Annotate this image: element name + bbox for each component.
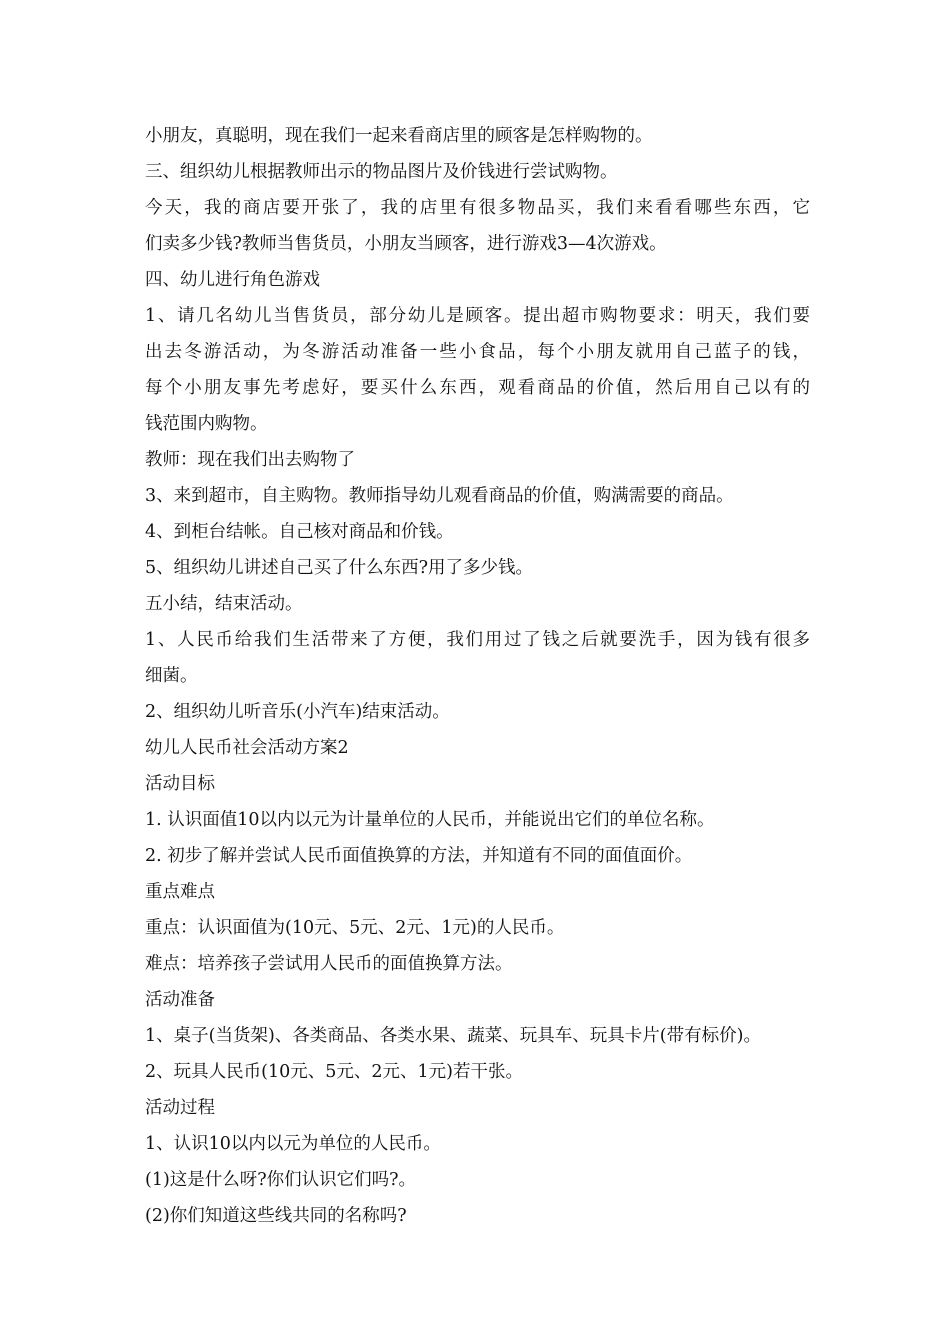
paragraph-line: 1. 认识面值10以内以元为计量单位的人民币，并能说出它们的单位名称。 bbox=[145, 810, 715, 830]
document-title: 幼儿人民币社会活动方案2 bbox=[145, 738, 349, 758]
paragraph-line: 三、组织幼儿根据教师出示的物品图片及价钱进行尝试购物。 bbox=[145, 162, 618, 182]
paragraph-line: 每个小朋友事先考虑好，要买什么东西，观看商品的价值，然后用自己以有的 bbox=[145, 378, 810, 398]
paragraph-line: 出去冬游活动，为冬游活动准备一些小食品，每个小朋友就用自己蓝子的钱， bbox=[145, 342, 810, 362]
paragraph-line: 难点：培养孩子尝试用人民币的面值换算方法。 bbox=[145, 954, 513, 974]
paragraph-line: 今天，我的商店要开张了，我的店里有很多物品买，我们来看看哪些东西，它 bbox=[145, 198, 810, 218]
section-heading: 五小结，结束活动。 bbox=[145, 594, 303, 614]
paragraph-line: 4、到柜台结帐。自己核对商品和价钱。 bbox=[145, 522, 454, 542]
document-body bbox=[145, 118, 810, 1234]
paragraph-line: 细菌。 bbox=[145, 666, 198, 686]
paragraph-line: 1、认识10以内以元为单位的人民币。 bbox=[145, 1134, 441, 1154]
paragraph-line: 小朋友，真聪明，现在我们一起来看商店里的顾客是怎样购物的。 bbox=[145, 126, 653, 146]
paragraph-line: 教师：现在我们出去购物了 bbox=[145, 450, 355, 470]
paragraph-line: 们卖多少钱?教师当售货员，小朋友当顾客，进行游戏3—4次游戏。 bbox=[145, 234, 667, 254]
paragraph-line: 1、桌子(当货架)、各类商品、各类水果、蔬菜、玩具车、玩具卡片(带有标价)。 bbox=[145, 1026, 761, 1046]
paragraph-line: 2、玩具人民币(10元、5元、2元、1元)若干张。 bbox=[145, 1062, 523, 1082]
paragraph-line: 5、组织幼儿讲述自己买了什么东西?用了多少钱。 bbox=[145, 558, 534, 578]
section-heading: 重点难点 bbox=[145, 882, 215, 902]
paragraph-line: 2、组织幼儿听音乐(小汽车)结束活动。 bbox=[145, 702, 450, 722]
paragraph-line: 钱范围内购物。 bbox=[145, 414, 268, 434]
paragraph-line: 1、人民币给我们生活带来了方便，我们用过了钱之后就要洗手，因为钱有很多 bbox=[145, 630, 810, 650]
paragraph-line: 2. 初步了解并尝试人民币面值换算的方法，并知道有不同的面值面价。 bbox=[145, 846, 693, 866]
section-heading: 四、幼儿进行角色游戏 bbox=[145, 270, 320, 290]
section-heading: 活动过程 bbox=[145, 1098, 215, 1118]
paragraph-line: 重点：认识面值为(10元、5元、2元、1元)的人民币。 bbox=[145, 918, 565, 938]
paragraph-line: (1)这是什么呀?你们认识它们吗?。 bbox=[145, 1170, 417, 1190]
section-heading: 活动目标 bbox=[145, 774, 215, 794]
paragraph-line: 3、来到超市，自主购物。教师指导幼儿观看商品的价值，购满需要的商品。 bbox=[145, 486, 734, 506]
section-heading: 活动准备 bbox=[145, 990, 215, 1010]
paragraph-line: 1、请几名幼儿当售货员，部分幼儿是顾客。提出超市购物要求：明天，我们要 bbox=[145, 306, 810, 326]
paragraph-line: (2)你们知道这些线共同的名称吗? bbox=[145, 1206, 407, 1226]
